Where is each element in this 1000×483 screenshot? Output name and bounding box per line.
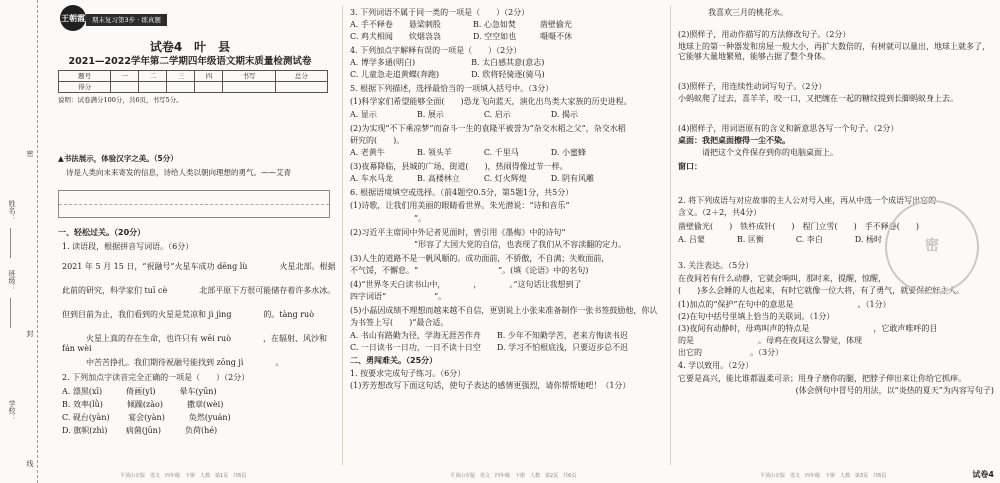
calligraphy-heading: ▲书法展示，体验汉字之美。（5分） (58, 154, 178, 163)
col3-lines: 我喜欢三月的桃花水。 (2)照样子，用动作描写的方法修改句子。（2分） 地球上的第一种器发和房屋一般大小，再扩大数倍的，有树就可以量出，地球上就多了，它能够大量地繁殖，能够占据了整个身体。 (3)照样子，用连续性动词写句子。（2分） 小蚂蚁爬了过去，喜羊羊，咬一口，又把缠在一起的糖纹提到长脚蚂蚁身上去。 (4)照样子，用词语原有的含义和新意思各写一个句子。（2分） 桌面：我把桌面擦得一尘不染。 请把这个文件保存到你的电脑桌面上。 窗口： 2. 将下列成语与对应故事的主人公对号入座，再从中选一个成语写出它的 含义。（2＋2，共4分） 凿壁偷光( ) 铁杵成针( ) 程门立雪( ) 手不释卷( ) A. 吕蒙 B. 匡衡 C. 李白 D. 杨时 3. 关注表达。（5分） 在夜间若有什么动静，它就会响叫，那时来，提醒，惊醒， ( )多么会睡的人也起来，有时它就像一位大将，有了勇气，就要保护好主人。 (1)加点的“保护”在句中的意思是 。（1分） (2)在句中括号里填上恰当的关联词。（1分） (3)夜间有动静时，母鸡叫声的特点是 ，它敢声唯呼的目 的是 。母鸡在夜间这么警觉，体现 出它的 。（3分） 4. 学以致用。（2分） 它要是高兴，能比谁都温柔可亲；用身子磨你的腿，把脖子伸出来让你给它抓痒。 (体会例句中冒号的用法，以“炎热的夏天”为内容写句子) (678, 8, 994, 395)
school-label: 学校： (8, 400, 16, 421)
page-footer-1: 平顶山专版 语文 四年级 下册 人教 第1页 共6页 (120, 472, 247, 479)
exam-title: 试卷4 叶 县 (149, 40, 231, 54)
col1-lines: 1. 读语段，根据拼音写词语。（6分） 2021 年 5 月 15 日，“祝融号”火星车成功 dēng lù 火星北部。根据 此前的研究，科学家们 tuī cè 北部平原下方很可能储存着许多水冰。 但到目前为止，我们看到的火星是荒凉和 jì jìng 的。tàng ruò 火星上真的存在生命，也许只有 wēi ruò ，在辐射、风沙和 fán wèi 中苦苦挣扎。我们期待祝融号能找到 zōng jì 。 2. 下列加点字读音完全正确的一项是（ ）（2分） A. 漂黑(xī) 倚画(yǐ) 晕车(yūn) B. 效率(lǜ) 倾躁(zào) 撒章(wèi) C. 砚台(yàn) 宴会(yàn) 奂然(yuán) D. 旗帜(zhì) 病菌(jūn) 负荷(hé) (62, 242, 336, 435)
section-two-heading: 二、勇闯难关。（25分） (350, 356, 438, 365)
calligraphy-quote: 诗是人类向未来寄发的信息，诗给人类以朝向理想的勇气。——艾青 (66, 168, 291, 177)
binding-margin: 姓名： 班级： 学校： 密 封 线 (0, 0, 38, 483)
col2-lines: 3. 下列词语不属于同一类的一项是（ ）（2分） A. 手不释卷 悬梁刺股 B. 心急如焚 凿壁偷光 C. 鸡犬相闻 炊烟袅袅 D. 空空如也 嗫嗫不休 4. 下列加点字解释有误的一项是（ ）（2分） A. 博学多通(明白) B. 太白感其意(意志) C. 儿童急走追黄蝶(奔跑) D. 欣将轻骑逐(骑马) 5. 根据下列描述，选择最恰当的一项填入括号中。（3分） (1)科学家们希望能够全面( )恐龙飞向蓝天，演化出鸟类大家族的历史进程。 A. 显示 B. 展示 C. 启示 D. 揭示 (2)为实现“不下乘凉梦”而奋斗一生的袁隆平被誉为“杂交水稻之父”，杂交水稻 研究的( )。 A. 老黄牛 B. 领头羊 C. 千里马 D. 小蜜蜂 (3)夜幕降临，县城的广场、街道( )，热闹得像过节一样。 A. 车水马龙 B. 高楼林立 C. 灯火辉煌 D. 阴有风雕 6. 根据语境填空或选择。（前4题空0.5分，第5题1分，共5分） (1)诗歌，让我们用美丽的眼睛看世界。朱光潜说：“诗和音乐“ ”。 (2)习近平主席同中外记者见面时，曾引用《墨梅》中的诗句“ ”形容了大国大党的自信，也表现了我们从不容渎翻的定力。 (3)人生的道路不是一帆风顺的。成功面前，不骄傲，不自满；失败面前， 不气馁，不懈怠。“ ”。(填《论语》中的名句) (4)“世界冬天白读书山中， ， 。”这句话让我想到了 四字词语“ ”。 (5)小磊因成绩不理想而越来越不自信，更别说上小张来准备制作一张书签鼓励他，你认 为书签上写( )“最合适。 A. 书山有路勤为径，学海无涯苦作舟 B. 少年不知勤学苦，老来方悔读书迟 C. 一日读书一日功，一日不读十日空 D. 学习不怕根底浅，只要迈步总不迟 二、勇闯难关。（25分） 1. 按要求完成句子练习。（6分） (1)芳芳想改写下面这句话，使句子表达的感情更强烈，请你帮帮她吧！（1分） (350, 8, 666, 393)
publisher-logo: 王朝霞 (60, 5, 86, 31)
page-footer-3: 平顶山专版 语文 四年级 下册 人教 第3页 共6页 (760, 472, 887, 479)
exam-subtitle: 2021—2022学年第二学期四年级语文期末质量检测试卷 (68, 56, 312, 67)
calligraphy-box[interactable] (58, 190, 330, 218)
exam-number-badge: 试卷4 (972, 470, 994, 479)
page-footer-2: 平顶山专版 语文 四年级 下册 人教 第2页 共6页 (450, 472, 577, 479)
score-table: 题号 一 二 三 四 书写 总分 得分 (58, 70, 328, 93)
watermark-seal-icon: 密 (885, 200, 979, 294)
class-label: 班级： (8, 270, 16, 291)
exam-note: 说明：试卷满分100分，共6页，书写5分。 (58, 96, 183, 104)
section-one-heading: 一、轻松过关。（20分） (58, 228, 146, 237)
review-banner: 期末复习第3步 · 练真题 (86, 14, 167, 26)
name-label: 姓名： (8, 200, 16, 221)
